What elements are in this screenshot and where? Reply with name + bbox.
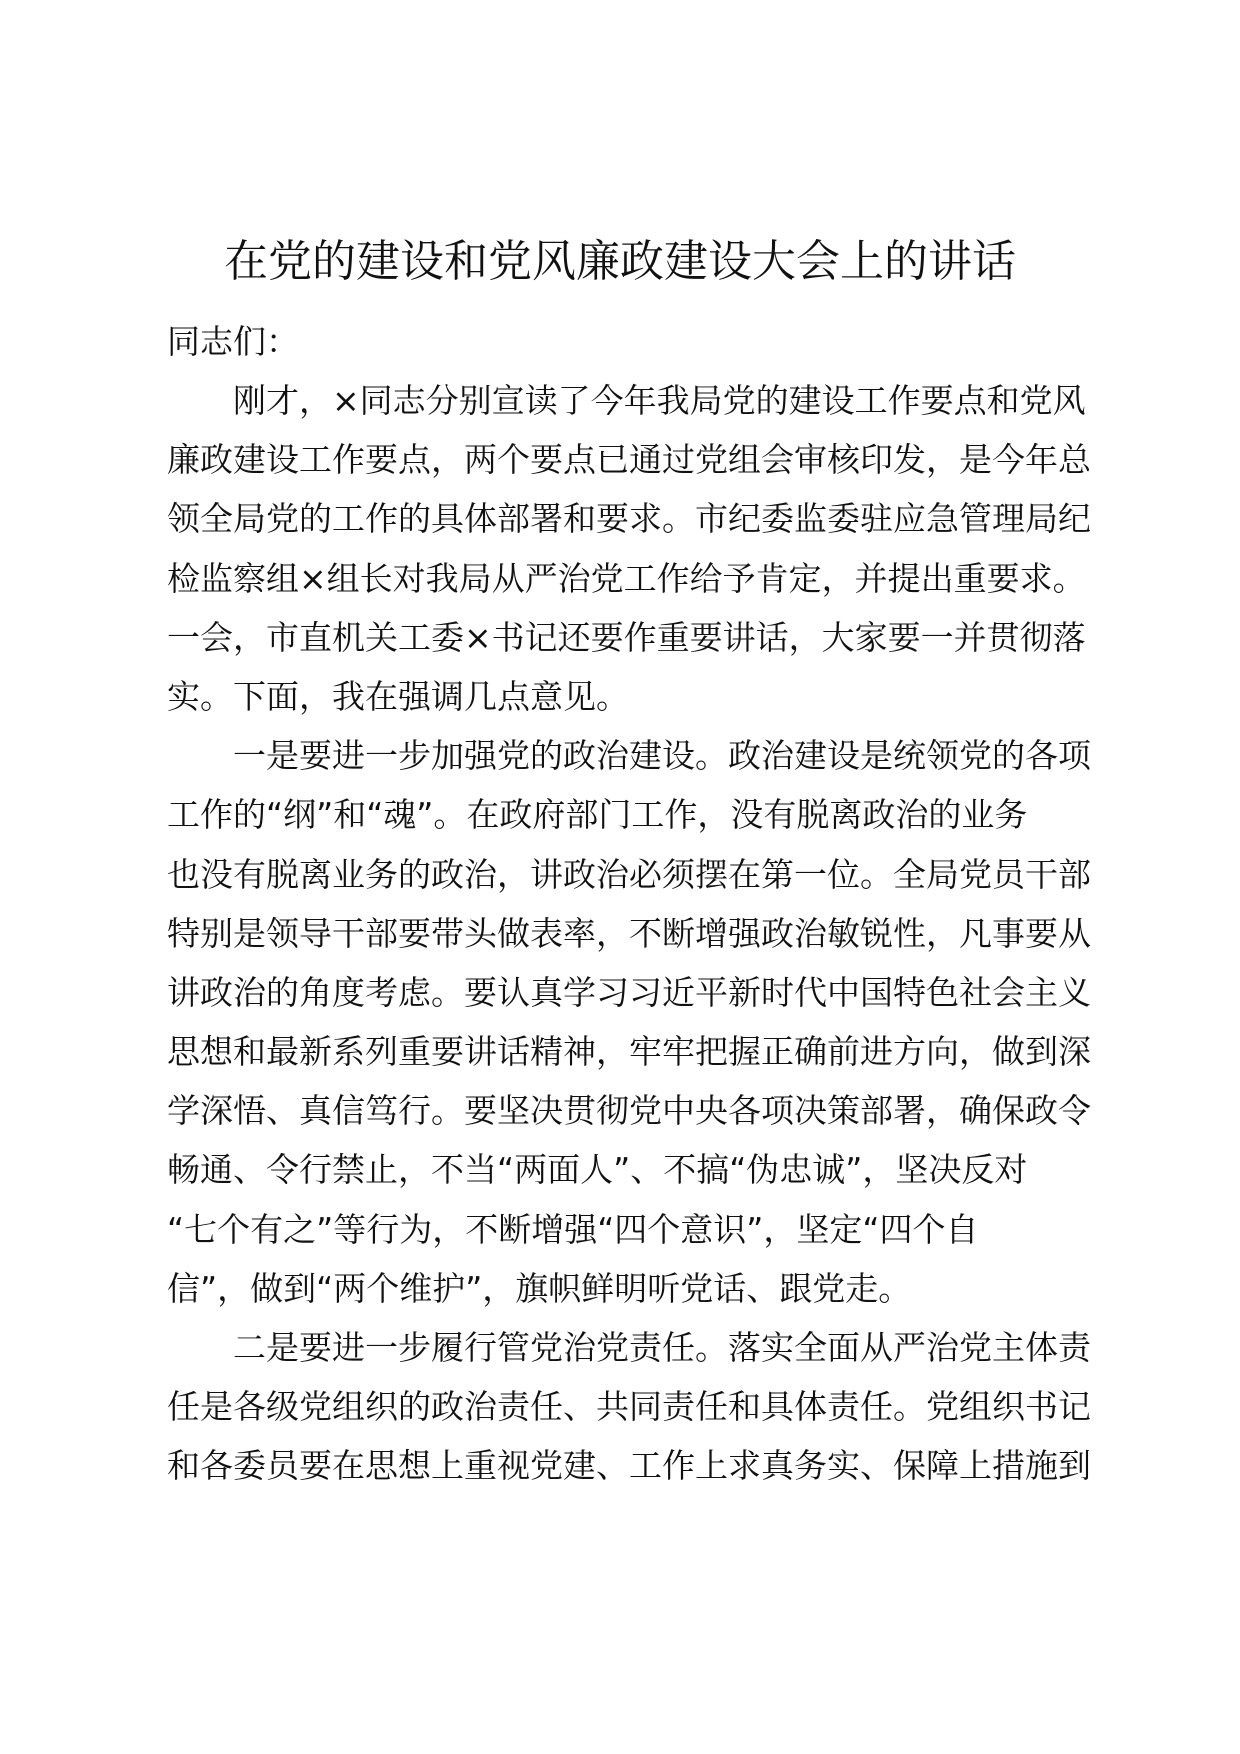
paragraph-1 xyxy=(167,371,1117,726)
paragraph-line: 畅通、令行禁止，不当“两面人”、不搞“伪忠诚”，坚决反对 xyxy=(167,1150,1028,1190)
paragraph-line: “七个有之”等行为，不断增强“四个意识”，坚定“四个自 xyxy=(167,1209,979,1249)
paragraph-line: 廉政建设工作要点，两个要点已通过党组会审核印发，是今年总 xyxy=(167,440,1091,480)
paragraph-line: 一会，市直机关工委×书记还要作重要讲话，大家要一并贯彻落 xyxy=(167,617,1086,657)
salutation: 同志们： xyxy=(167,322,299,361)
paragraph-line: 领全局党的工作的具体部署和要求。市纪委监委驻应急管理局纪 xyxy=(167,499,1091,539)
paragraph-line: 任是各级党组织的政治责任、共同责任和具体责任。党组织书记 xyxy=(167,1387,1091,1427)
document-title: 在党的建设和党风廉政建设大会上的讲话 xyxy=(224,236,1016,287)
paragraph-line: 信”，做到“两个维护”，旗帜鲜明听党话、跟党走。 xyxy=(167,1268,912,1308)
paragraph-line: 刚才，×同志分别宣读了今年我局党的建设工作要点和党风 xyxy=(233,381,1086,420)
paragraph-line: 实。下面，我在强调几点意见。 xyxy=(167,676,629,716)
paragraph-line: 特别是领导干部要带头做表率，不断增强政治敏锐性，凡事要从 xyxy=(167,913,1091,953)
paragraph-line: 思想和最新系列重要讲话精神，牢牢把握正确前进方向，做到深 xyxy=(167,1032,1091,1072)
paragraph-3 xyxy=(167,1318,1117,1496)
paragraph-line: 二是要进一步履行管党治党责任。落实全面从严治党主体责 xyxy=(233,1328,1091,1367)
paragraph-line: 一是要进一步加强党的政治建设。政治建设是统领党的各项 xyxy=(233,736,1091,776)
paragraph-line: 学深悟、真信笃行。要坚决贯彻党中央各项决策部署，确保政令 xyxy=(167,1091,1091,1131)
paragraph-line: 讲政治的角度考虑。要认真学习习近平新时代中国特色社会主义 xyxy=(167,972,1091,1012)
paragraph-2 xyxy=(167,726,1117,1318)
paragraph-line: 也没有脱离业务的政治，讲政治必须摆在第一位。全局党员干部 xyxy=(167,854,1091,894)
paragraph-line: 工作的“纲”和“魂”。在政府部门工作，没有脱离政治的业务 xyxy=(167,795,1028,835)
paragraph-line: 检监察组×组长对我局从严治党工作给予肯定，并提出重要求。 xyxy=(167,558,1086,598)
document-body xyxy=(167,312,1117,1496)
paragraph-line: 和各委员要在思想上重视党建、工作上求真务实、保障上措施到 xyxy=(167,1446,1091,1486)
